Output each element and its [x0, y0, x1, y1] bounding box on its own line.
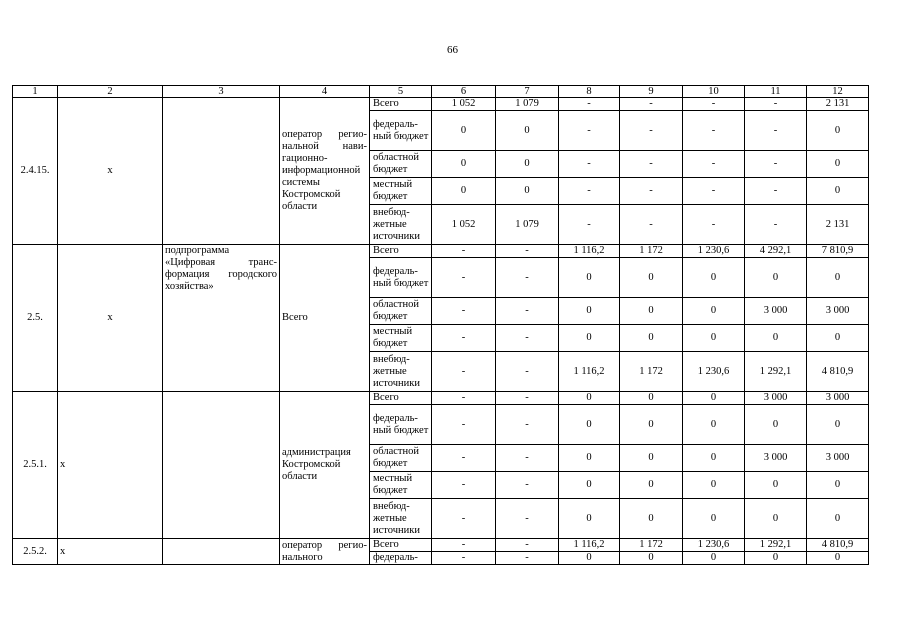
item-number-cell: 2.5.1.	[13, 392, 58, 539]
value-cell: 0	[683, 499, 745, 539]
value-cell: 0	[807, 472, 869, 499]
value-cell: 0	[620, 445, 683, 472]
value-cell: 1 172	[620, 245, 683, 258]
x-marker-cell: x	[58, 539, 163, 565]
value-cell: 0	[807, 499, 869, 539]
value-cell: 0	[807, 552, 869, 565]
value-cell: -	[496, 245, 559, 258]
executor-cell: оператор регионального	[280, 539, 370, 565]
value-cell: 3 000	[745, 445, 807, 472]
value-cell: 0	[559, 472, 620, 499]
header-cell: 3	[163, 86, 280, 98]
funding-source-cell: федеральный бюджет	[370, 405, 432, 445]
funding-source-cell: внебюджетные источники	[370, 205, 432, 245]
value-cell: 0	[745, 552, 807, 565]
value-cell: 0	[620, 258, 683, 298]
page-number: 66	[447, 44, 458, 56]
funding-source-cell: внебюджетные источники	[370, 352, 432, 392]
value-cell: -	[683, 98, 745, 111]
value-cell: -	[432, 325, 496, 352]
value-cell: 0	[745, 258, 807, 298]
value-cell: 0	[807, 151, 869, 178]
header-cell: 4	[280, 86, 370, 98]
value-cell: -	[432, 499, 496, 539]
budget-table	[12, 85, 869, 565]
header-cell: 11	[745, 86, 807, 98]
funding-source-cell: областной бюджет	[370, 445, 432, 472]
value-cell: -	[496, 445, 559, 472]
value-cell: 7 810,9	[807, 245, 869, 258]
value-cell: -	[559, 178, 620, 205]
value-cell: -	[432, 298, 496, 325]
value-cell: -	[432, 539, 496, 552]
value-cell: 0	[745, 499, 807, 539]
value-cell: 0	[620, 472, 683, 499]
value-cell: 0	[559, 405, 620, 445]
value-cell: -	[745, 205, 807, 245]
value-cell: 1 292,1	[745, 352, 807, 392]
value-cell: -	[745, 111, 807, 151]
value-cell: -	[496, 258, 559, 298]
value-cell: 1 079	[496, 98, 559, 111]
value-cell: 0	[432, 178, 496, 205]
value-cell: 0	[620, 325, 683, 352]
funding-source-cell: местный бюджет	[370, 325, 432, 352]
funding-source-cell: областной бюджет	[370, 151, 432, 178]
item-number-cell: 2.4.15.	[13, 98, 58, 245]
value-cell: 2 131	[807, 98, 869, 111]
subprogram-cell	[163, 392, 280, 539]
value-cell: -	[496, 325, 559, 352]
value-cell: 4 810,9	[807, 352, 869, 392]
value-cell: 0	[745, 472, 807, 499]
value-cell: 1 230,6	[683, 539, 745, 552]
value-cell: 0	[807, 111, 869, 151]
funding-source-cell: Всего	[370, 539, 432, 552]
header-cell: 8	[559, 86, 620, 98]
value-cell: 0	[683, 472, 745, 499]
value-cell: 0	[559, 258, 620, 298]
value-cell: 0	[432, 151, 496, 178]
executor-cell: оператор региональной навигационно-информационной системы Костромской области	[280, 98, 370, 245]
value-cell: 0	[683, 445, 745, 472]
value-cell: 3 000	[745, 392, 807, 405]
value-cell: -	[745, 151, 807, 178]
value-cell: 1 116,2	[559, 352, 620, 392]
funding-source-cell: Всего	[370, 98, 432, 111]
value-cell: -	[432, 245, 496, 258]
value-cell: 1 292,1	[745, 539, 807, 552]
header-cell: 7	[496, 86, 559, 98]
value-cell: -	[496, 405, 559, 445]
funding-source-cell: Всего	[370, 392, 432, 405]
executor-cell: администрация Костромской области	[280, 392, 370, 539]
value-cell: -	[496, 499, 559, 539]
value-cell: 0	[683, 552, 745, 565]
funding-source-cell: местный бюджет	[370, 472, 432, 499]
value-cell: 0	[807, 258, 869, 298]
value-cell: -	[496, 472, 559, 499]
value-cell: 0	[807, 325, 869, 352]
value-cell: -	[683, 178, 745, 205]
header-cell: 5	[370, 86, 432, 98]
value-cell: 0	[807, 405, 869, 445]
funding-source-cell: местный бюджет	[370, 178, 432, 205]
value-cell: 0	[496, 178, 559, 205]
value-cell: 0	[683, 325, 745, 352]
value-cell: 0	[683, 258, 745, 298]
value-cell: 4 810,9	[807, 539, 869, 552]
value-cell: 3 000	[807, 445, 869, 472]
table-row	[13, 539, 869, 552]
value-cell: 0	[807, 178, 869, 205]
value-cell: -	[745, 178, 807, 205]
subprogram-cell: подпрограмма «Цифровая трансформация городского хозяйства»	[163, 245, 280, 392]
value-cell: -	[432, 352, 496, 392]
value-cell: 0	[620, 552, 683, 565]
value-cell: -	[559, 111, 620, 151]
subprogram-cell	[163, 539, 280, 565]
value-cell: 0	[559, 552, 620, 565]
value-cell: 0	[620, 392, 683, 405]
value-cell: 0	[432, 111, 496, 151]
subprogram-cell	[163, 98, 280, 245]
value-cell: -	[432, 552, 496, 565]
value-cell: 0	[559, 392, 620, 405]
value-cell: 0	[559, 445, 620, 472]
value-cell: -	[496, 552, 559, 565]
executor-cell: Всего	[280, 245, 370, 392]
value-cell: -	[620, 111, 683, 151]
value-cell: 1 052	[432, 98, 496, 111]
value-cell: -	[620, 98, 683, 111]
value-cell: 4 292,1	[745, 245, 807, 258]
value-cell: 1 172	[620, 539, 683, 552]
x-marker-cell: x	[58, 245, 163, 392]
value-cell: -	[496, 539, 559, 552]
value-cell: -	[620, 205, 683, 245]
funding-source-cell: федеральный бюджет	[370, 111, 432, 151]
table-row	[13, 98, 869, 111]
x-marker-cell: x	[58, 98, 163, 245]
value-cell: -	[496, 352, 559, 392]
value-cell: 0	[620, 298, 683, 325]
value-cell: 0	[496, 111, 559, 151]
header-row	[13, 86, 869, 98]
funding-source-cell: федераль-	[370, 552, 432, 565]
value-cell: -	[432, 405, 496, 445]
value-cell: 0	[620, 405, 683, 445]
value-cell: 1 116,2	[559, 539, 620, 552]
value-cell: -	[559, 151, 620, 178]
value-cell: 1 230,6	[683, 245, 745, 258]
header-cell: 9	[620, 86, 683, 98]
value-cell: -	[683, 205, 745, 245]
value-cell: 0	[683, 392, 745, 405]
item-number-cell: 2.5.2.	[13, 539, 58, 565]
value-cell: -	[559, 98, 620, 111]
item-number-cell: 2.5.	[13, 245, 58, 392]
value-cell: -	[559, 205, 620, 245]
value-cell: -	[496, 392, 559, 405]
value-cell: 0	[683, 405, 745, 445]
value-cell: -	[745, 98, 807, 111]
x-marker-cell: x	[58, 392, 163, 539]
value-cell: 0	[620, 499, 683, 539]
value-cell: 1 230,6	[683, 352, 745, 392]
funding-source-cell: внебюджетные источники	[370, 499, 432, 539]
value-cell: 0	[559, 298, 620, 325]
value-cell: 0	[683, 298, 745, 325]
value-cell: 1 116,2	[559, 245, 620, 258]
value-cell: 0	[559, 499, 620, 539]
funding-source-cell: Всего	[370, 245, 432, 258]
value-cell: 0	[745, 325, 807, 352]
value-cell: -	[620, 151, 683, 178]
value-cell: -	[496, 298, 559, 325]
value-cell: 1 079	[496, 205, 559, 245]
value-cell: 1 172	[620, 352, 683, 392]
header-cell: 2	[58, 86, 163, 98]
value-cell: -	[432, 445, 496, 472]
value-cell: 2 131	[807, 205, 869, 245]
value-cell: 3 000	[745, 298, 807, 325]
table-row	[13, 245, 869, 258]
value-cell: -	[683, 111, 745, 151]
value-cell: 1 052	[432, 205, 496, 245]
value-cell: -	[432, 472, 496, 499]
value-cell: -	[432, 258, 496, 298]
header-cell: 6	[432, 86, 496, 98]
table-row	[13, 392, 869, 405]
value-cell: 3 000	[807, 392, 869, 405]
value-cell: 3 000	[807, 298, 869, 325]
value-cell: 0	[559, 325, 620, 352]
value-cell: 0	[496, 151, 559, 178]
header-cell: 10	[683, 86, 745, 98]
funding-source-cell: областной бюджет	[370, 298, 432, 325]
value-cell: -	[620, 178, 683, 205]
header-cell: 12	[807, 86, 869, 98]
header-cell: 1	[13, 86, 58, 98]
funding-source-cell: федеральный бюджет	[370, 258, 432, 298]
value-cell: 0	[745, 405, 807, 445]
value-cell: -	[432, 392, 496, 405]
value-cell: -	[683, 151, 745, 178]
